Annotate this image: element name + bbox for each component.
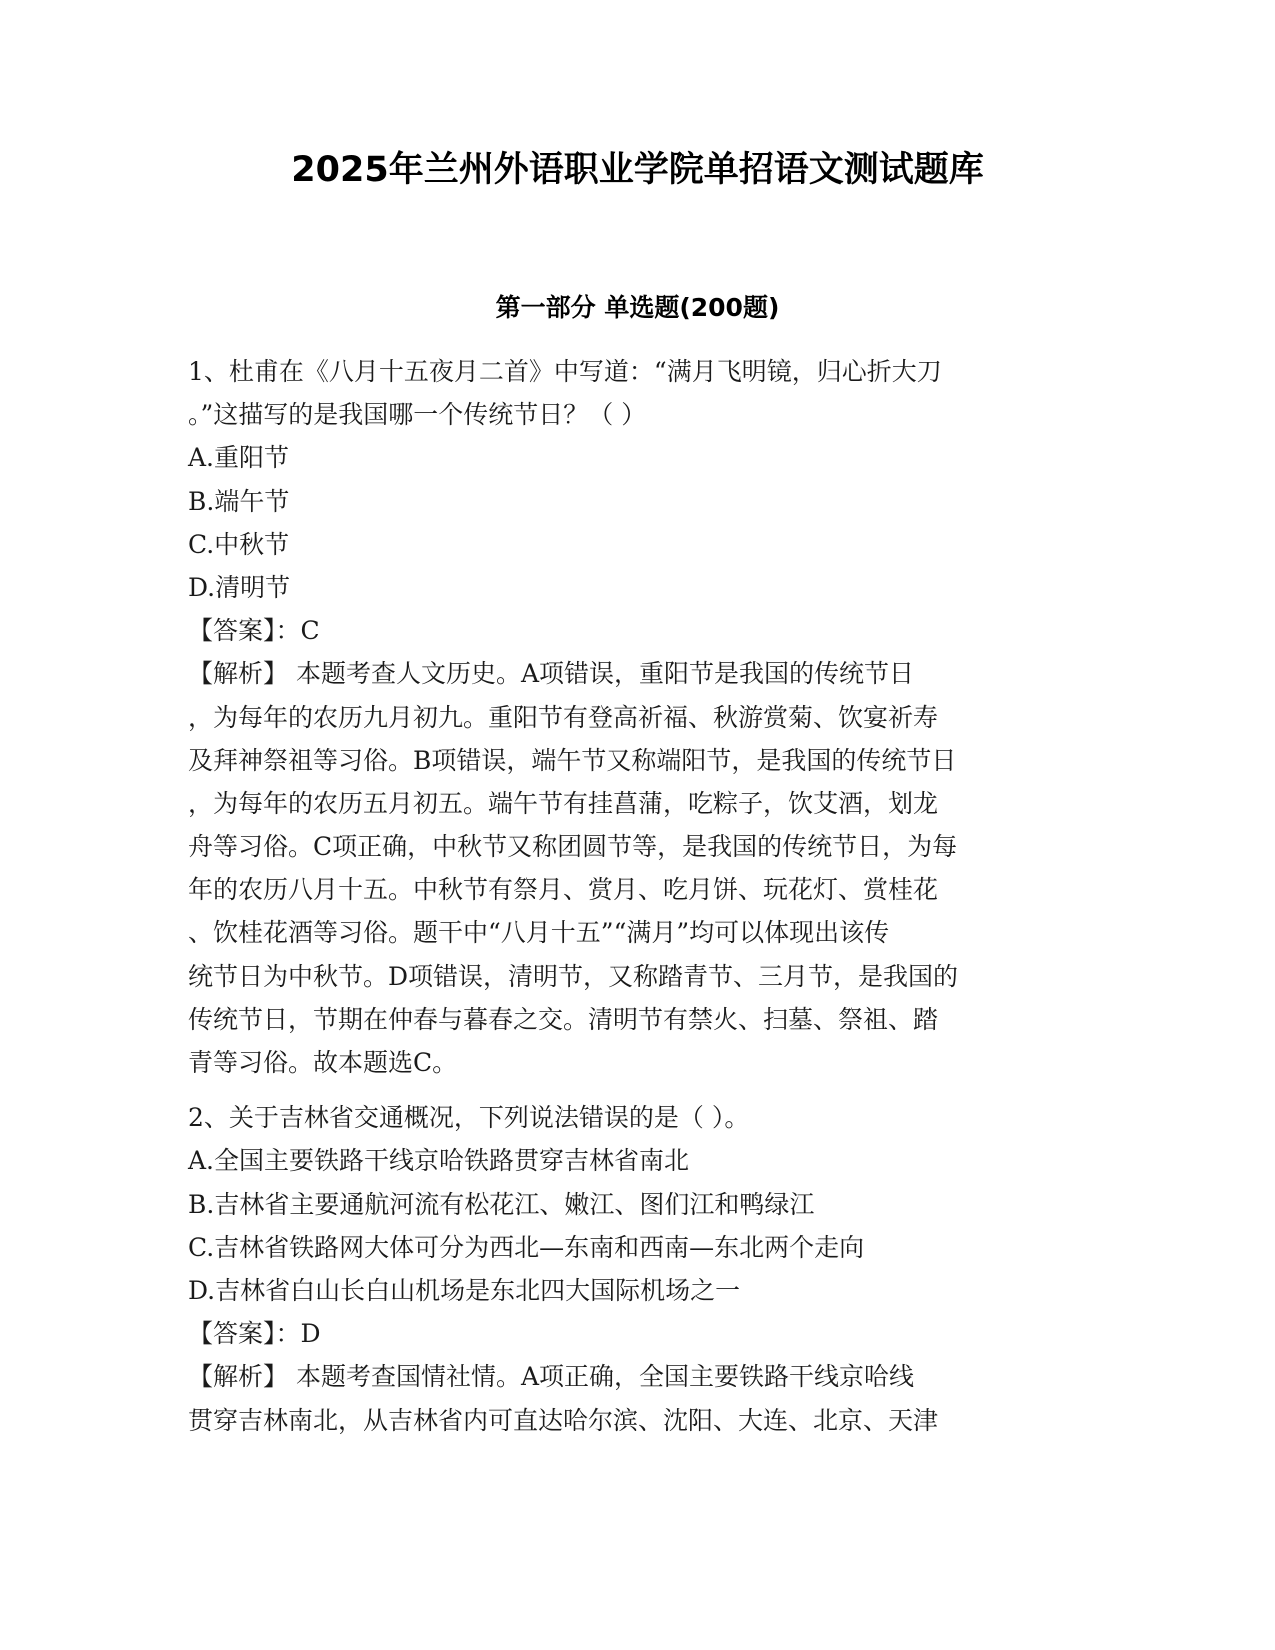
question-stem	[188, 1096, 1088, 1139]
option-a: A.重阳节	[188, 443, 290, 473]
analysis-line: 及拜神祭祖等习俗。B项错误，端午节又称端阳节，是我国的传统节日	[188, 745, 957, 775]
stem-line: 1、杜甫在《八月十五夜月二首》中写道：“满月飞明镜，归心折大刀	[188, 357, 942, 386]
question-stem	[188, 350, 1088, 436]
option-list	[188, 436, 1088, 609]
stem-line: 2、关于吉林省交通概况，下列说法错误的是（ ）。	[188, 1103, 750, 1133]
option-a: A.全国主要铁路干线京哈铁路贯穿吉林省南北	[188, 1146, 690, 1176]
question-1	[188, 350, 1088, 1084]
analysis-line: 统节日为中秋节。D项错误，清明节，又称踏青节、三月节，是我国的	[188, 961, 959, 991]
option-b: B.吉林省主要通航河流有松花江、嫩江、图们江和鸭绿江	[188, 1189, 815, 1219]
question-list	[188, 350, 1088, 1442]
analysis-line: 【解析】 本题考查人文历史。A项错误，重阳节是我国的传统节日	[188, 659, 915, 689]
analysis-block	[188, 652, 1088, 1084]
option-c: C.吉林省铁路网大体可分为西北—东南和西南—东北两个走向	[188, 1232, 865, 1262]
analysis-line: ，为每年的农历九月初九。重阳节有登高祈福、秋游赏菊、饮宴祈寿	[188, 702, 939, 732]
option-c: C.中秋节	[188, 529, 290, 559]
document-title: 2025年兰州外语职业学院单招语文测试题库	[291, 150, 984, 190]
answer-line: 【答案】：D	[188, 1319, 321, 1349]
answer-line: 【答案】：C	[188, 616, 320, 646]
analysis-line: 、饮桂花酒等习俗。题干中“八月十五”“满月”均可以体现出该传	[188, 918, 890, 948]
option-d: D.吉林省白山长白山机场是东北四大国际机场之一	[188, 1275, 741, 1305]
analysis-line: 贯穿吉林南北，从吉林省内可直达哈尔滨、沈阳、大连、北京、天津	[188, 1405, 939, 1435]
option-list	[188, 1139, 1088, 1312]
question-2	[188, 1096, 1088, 1442]
analysis-line: 【解析】 本题考查国情社情。A项正确，全国主要铁路干线京哈线	[188, 1362, 915, 1392]
analysis-line: 传统节日，节期在仲春与暮春之交。清明节有禁火、扫墓、祭祖、踏	[188, 1004, 939, 1034]
analysis-line: 舟等习俗。C项正确，中秋节又称团圆节等，是我国的传统节日，为每	[188, 832, 958, 862]
section-heading: 第一部分 单选题(200题)	[495, 293, 780, 322]
analysis-line: 年的农历八月十五。中秋节有祭月、赏月、吃月饼、玩花灯、赏桂花	[188, 875, 939, 905]
analysis-line: 青等习俗。故本题选C。	[188, 1048, 458, 1077]
analysis-line: ，为每年的农历五月初五。端午节有挂菖蒲，吃粽子，饮艾酒，划龙	[188, 788, 939, 818]
stem-line: 。”这描写的是我国哪一个传统节日？（ ）	[188, 400, 647, 430]
analysis-block	[188, 1355, 1088, 1441]
option-d: D.清明节	[188, 572, 291, 602]
question-separator	[188, 1084, 1088, 1096]
option-b: B.端午节	[188, 486, 290, 516]
